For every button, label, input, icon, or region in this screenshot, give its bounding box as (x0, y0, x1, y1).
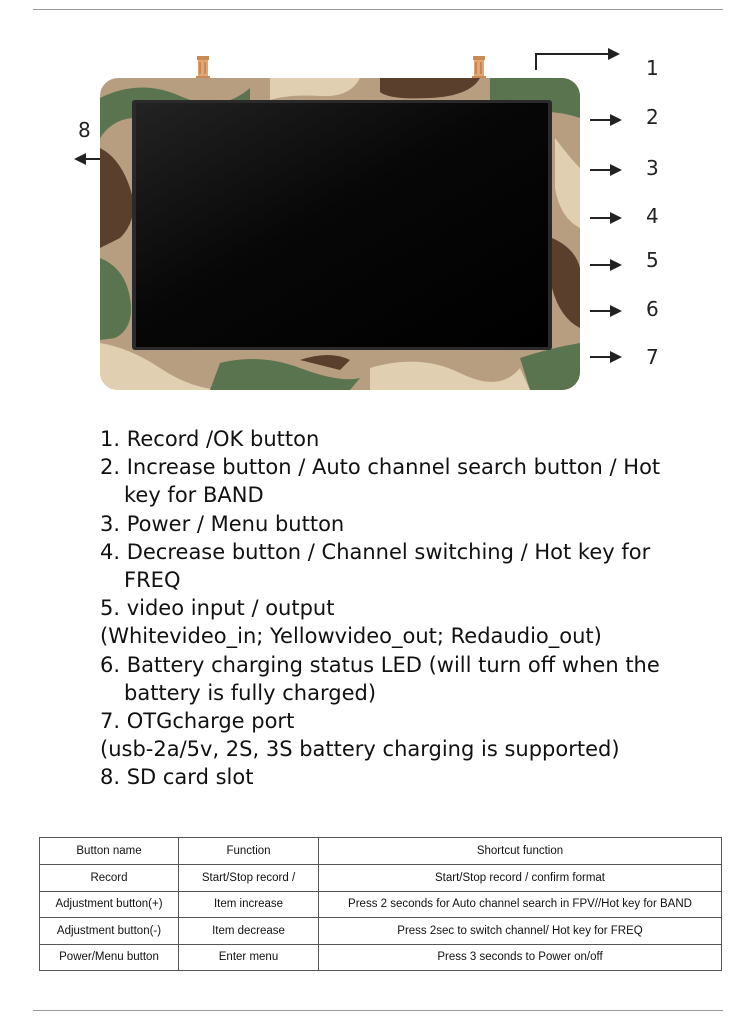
callout-label-3: 3 (646, 156, 659, 180)
top-divider (33, 9, 723, 10)
table-header-row (40, 838, 722, 865)
antenna-right (472, 56, 486, 80)
legend-item-6-continued: battery is fully charged) (124, 680, 377, 705)
callout-arrow-7 (590, 350, 624, 364)
callout-label-8: 8 (78, 118, 91, 142)
table-cell: Press 2 seconds for Auto channel search in FPV//Hot key for BAND (319, 891, 722, 918)
legend-item-4-continued: FREQ (124, 568, 181, 593)
table-cell: Enter menu (179, 944, 319, 971)
callout-arrow-3 (590, 163, 624, 177)
table-cell: Adjustment button(+) (40, 891, 179, 918)
legend-item-4: 4. Decrease button / Channel switching / Hot key for (100, 539, 651, 564)
legend-item-8: 8. SD card slot (100, 765, 254, 790)
button-legend-list (100, 425, 700, 792)
table-cell: Start/Stop record / confirm format (319, 865, 722, 892)
callout-label-6: 6 (646, 297, 659, 321)
table-row (40, 891, 722, 918)
legend-item-7: 7. OTGcharge port (100, 709, 295, 734)
table-cell: Power/Menu button (40, 944, 179, 971)
table-row (40, 944, 722, 971)
callout-arrow-6 (590, 304, 624, 318)
callout-arrow-4 (590, 211, 624, 225)
table-row (40, 918, 722, 945)
table-cell: Start/Stop record / (179, 865, 319, 892)
callout-label-7: 7 (646, 345, 659, 369)
callout-arrow-8 (74, 152, 100, 166)
antenna-left (196, 56, 210, 80)
button-function-table (39, 837, 722, 971)
table-row (40, 865, 722, 892)
callout-arrow-5 (590, 258, 624, 272)
display-screen (136, 103, 548, 347)
callout-arrow-1 (534, 44, 624, 72)
table-cell: Press 3 seconds to Power on/off (319, 944, 722, 971)
callout-label-4: 4 (646, 204, 659, 228)
header-button-name: Button name (40, 838, 179, 865)
table-cell: Adjustment button(-) (40, 918, 179, 945)
legend-item-3: 3. Power / Menu button (100, 511, 345, 536)
header-shortcut-function: Shortcut function (319, 838, 722, 865)
callout-label-5: 5 (646, 248, 659, 272)
legend-item-1: 1. Record /OK button (100, 427, 320, 451)
legend-item-7-note: (usb-2a/5v, 2S, 3S battery charging is supported) (100, 737, 620, 762)
table-cell: Item increase (179, 891, 319, 918)
table-cell: Press 2sec to switch channel/ Hot key for FREQ (319, 918, 722, 945)
callout-label-2: 2 (646, 105, 659, 129)
callout-label-1: 1 (646, 56, 659, 80)
table-cell: Item decrease (179, 918, 319, 945)
legend-item-5-note: (Whitevideo_in; Yellowvideo_out; Redaudio_out) (100, 624, 602, 649)
header-function: Function (179, 838, 319, 865)
bottom-divider (33, 1010, 723, 1011)
callout-arrow-2 (590, 113, 624, 127)
legend-item-2: 2. Increase button / Auto channel search button / Hot (100, 455, 661, 480)
table-cell: Record (40, 865, 179, 892)
legend-item-2-continued: key for BAND (124, 483, 264, 508)
legend-item-6: 6. Battery charging status LED (will turn off when the (100, 652, 660, 677)
legend-item-5: 5. video input / output (100, 596, 335, 621)
